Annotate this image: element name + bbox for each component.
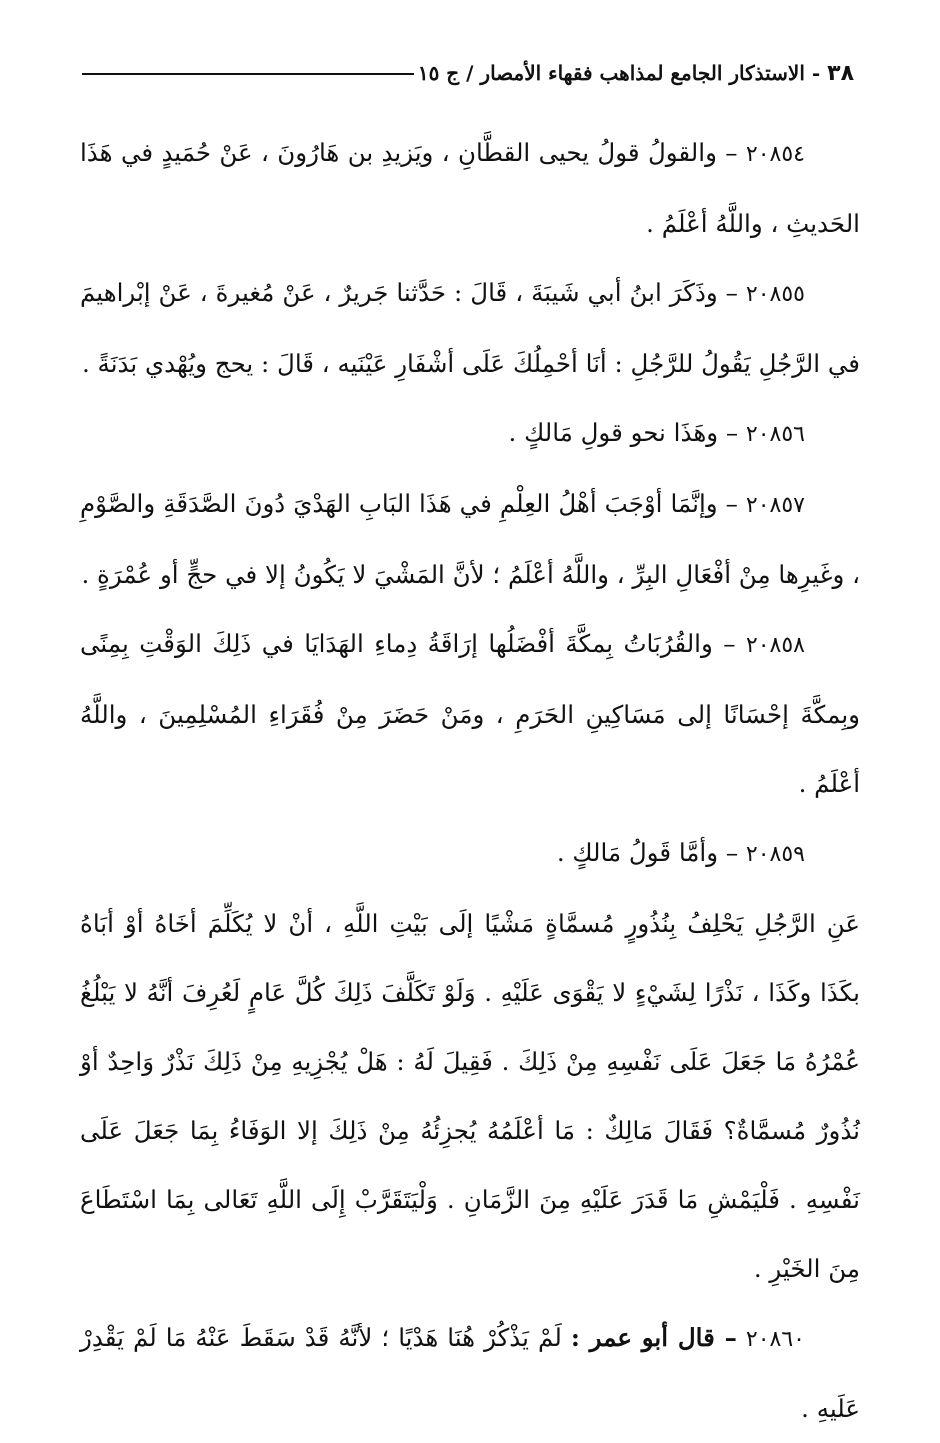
paragraph-text: – وذَكَرَ ابنُ أبي شَيبَةَ ، قَالَ : حَدَّثنا جَريرٌ ، عَنْ مُغيرةَ ، عَنْ إبْراهيمَ في الرَّجُلِ يَقُولُ للرَّجُلِ : أنَا أحْمِلُكَ عَلَى أشْفَارِ عَيْنَيه ، قَالَ : يحج ويُهْدي بَدَنَةً . <box>80 278 860 378</box>
paragraph-20855 <box>80 258 860 398</box>
paragraph-text: – وأمَّا قَولُ مَالكٍ . <box>556 838 739 867</box>
header-rule <box>82 73 414 75</box>
paragraph-text: لَمْ يَذْكُرْ هُنَا هَدْيًا ؛ لأنَّهُ قَدْ سَقَطَ عَنْهُ مَا لَمْ يَقْدِرْ عَلَيهِ . <box>80 1323 860 1423</box>
paragraph-malik-quote <box>80 889 860 1303</box>
page-number: ٣٨ <box>827 61 854 86</box>
paragraph-text: – وهَذَا نحو قولِ مَالكٍ . <box>508 418 739 447</box>
paragraph-number: ٢٠٨٥٦ <box>745 422 805 447</box>
paragraph-number: ٢٠٨٥٥ <box>745 282 805 307</box>
paragraph-number: ٢٠٨٥٨ <box>745 633 805 658</box>
paragraph-text: – والقُرُبَاتُ بِمكَّةَ أفْضَلُها إرَاقَةُ دِماءِ الهَدَايَا في ذَلِكَ الوَقْتِ بِمِنًى وبِمكَّةَ إحْسَانًا إلى مَسَاكِينِ الحَرَمِ ، ومَنْ حَضَرَ مِنْ فُقَرَاءِ المُسْلِمِينَ ، واللَّهُ أعْلَمُ . <box>80 629 860 798</box>
header-title: الاستذكار الجامع لمذاهب فقهاء الأمصار / ج ١٥ <box>417 61 805 85</box>
paragraph-number: ٢٠٨٥٤ <box>745 142 805 167</box>
paragraph-text: عَنِ الرَّجُلِ يَحْلِفُ بِنُذُورٍ مُسمَّاةٍ مَشْيًا إلَى بَيْتِ اللَّهِ ، أنْ لا يُكَلِّمَ أخَاهُ أوْ أبَاهُ بكَذَا وكَذَا ، نَذْرًا لِشَيْءٍ لا يَقْوَى عَلَيْهِ . وَلَوْ تَكَلَّفَ ذَلِكَ كُلَّ عَامٍ لَعُرِفَ أنَّهُ لا يَبْلُغُ عُمْرُهُ مَا جَعَلَ عَلَى نَفْسِهِ مِنْ ذَلِكَ . فَقِيلَ لَهُ : هَلْ يُجْزِيهِ مِنْ ذَلِكَ نَذْرٌ وَاحِدٌ أوْ نُذُورٌ مُسمَّاةٌ؟ فَقَالَ مَالِكٌ : مَا أعْلَمُهُ يُجزِئُهُ مِنْ ذَلِكَ إلا الوَفَاءُ بِمَا جَعَلَ عَلَى نَفْسِهِ . فَلْيَمْشِ مَا قَدَرَ عَلَيْهِ مِنَ الزَّمَانِ . وَلْيَتَقَرَّبْ إِلَى اللَّهِ تَعَالى بِمَا اسْتَطَاعَ مِنَ الخَيْرِ . <box>80 909 860 1283</box>
paragraph-number: ٢٠٨٥٧ <box>745 493 805 518</box>
paragraph-20859 <box>80 818 860 889</box>
paragraph-20856 <box>80 398 860 469</box>
paragraph-20857 <box>80 469 860 609</box>
paragraph-lead: – قال أبو عمر : <box>570 1323 737 1352</box>
paragraph-20860 <box>80 1303 860 1443</box>
paragraph-number: ٢٠٨٦٠ <box>745 1327 805 1352</box>
header-dash: - <box>811 61 821 85</box>
paragraph-text: – والقولُ قولُ يحيى القطَّانِ ، ويَزيدِ بن هَارُونَ ، عَنْ حُمَيدٍ في هَذَا الحَديثِ ، واللَّهُ أعْلَمُ . <box>80 138 860 238</box>
paragraph-20858 <box>80 609 860 818</box>
paragraph-text: – وإنَّمَا أوْجَبَ أهْلُ العِلْمِ في هَذَا البَابِ الهَدْيَ دُونَ الصَّدَقَةِ والصَّوْمِ ، وغَيرِها مِنْ أفْعَالِ البِرِّ ، واللَّهُ أعْلَمُ ؛ لأنَّ المَشْيَ لا يَكُونُ إلا في حجٍّ أو عُمْرَةٍ . <box>80 489 860 589</box>
running-header <box>417 58 854 89</box>
paragraph-20854 <box>80 118 860 258</box>
paragraph-number: ٢٠٨٥٩ <box>745 842 805 867</box>
body-text <box>80 118 860 1443</box>
